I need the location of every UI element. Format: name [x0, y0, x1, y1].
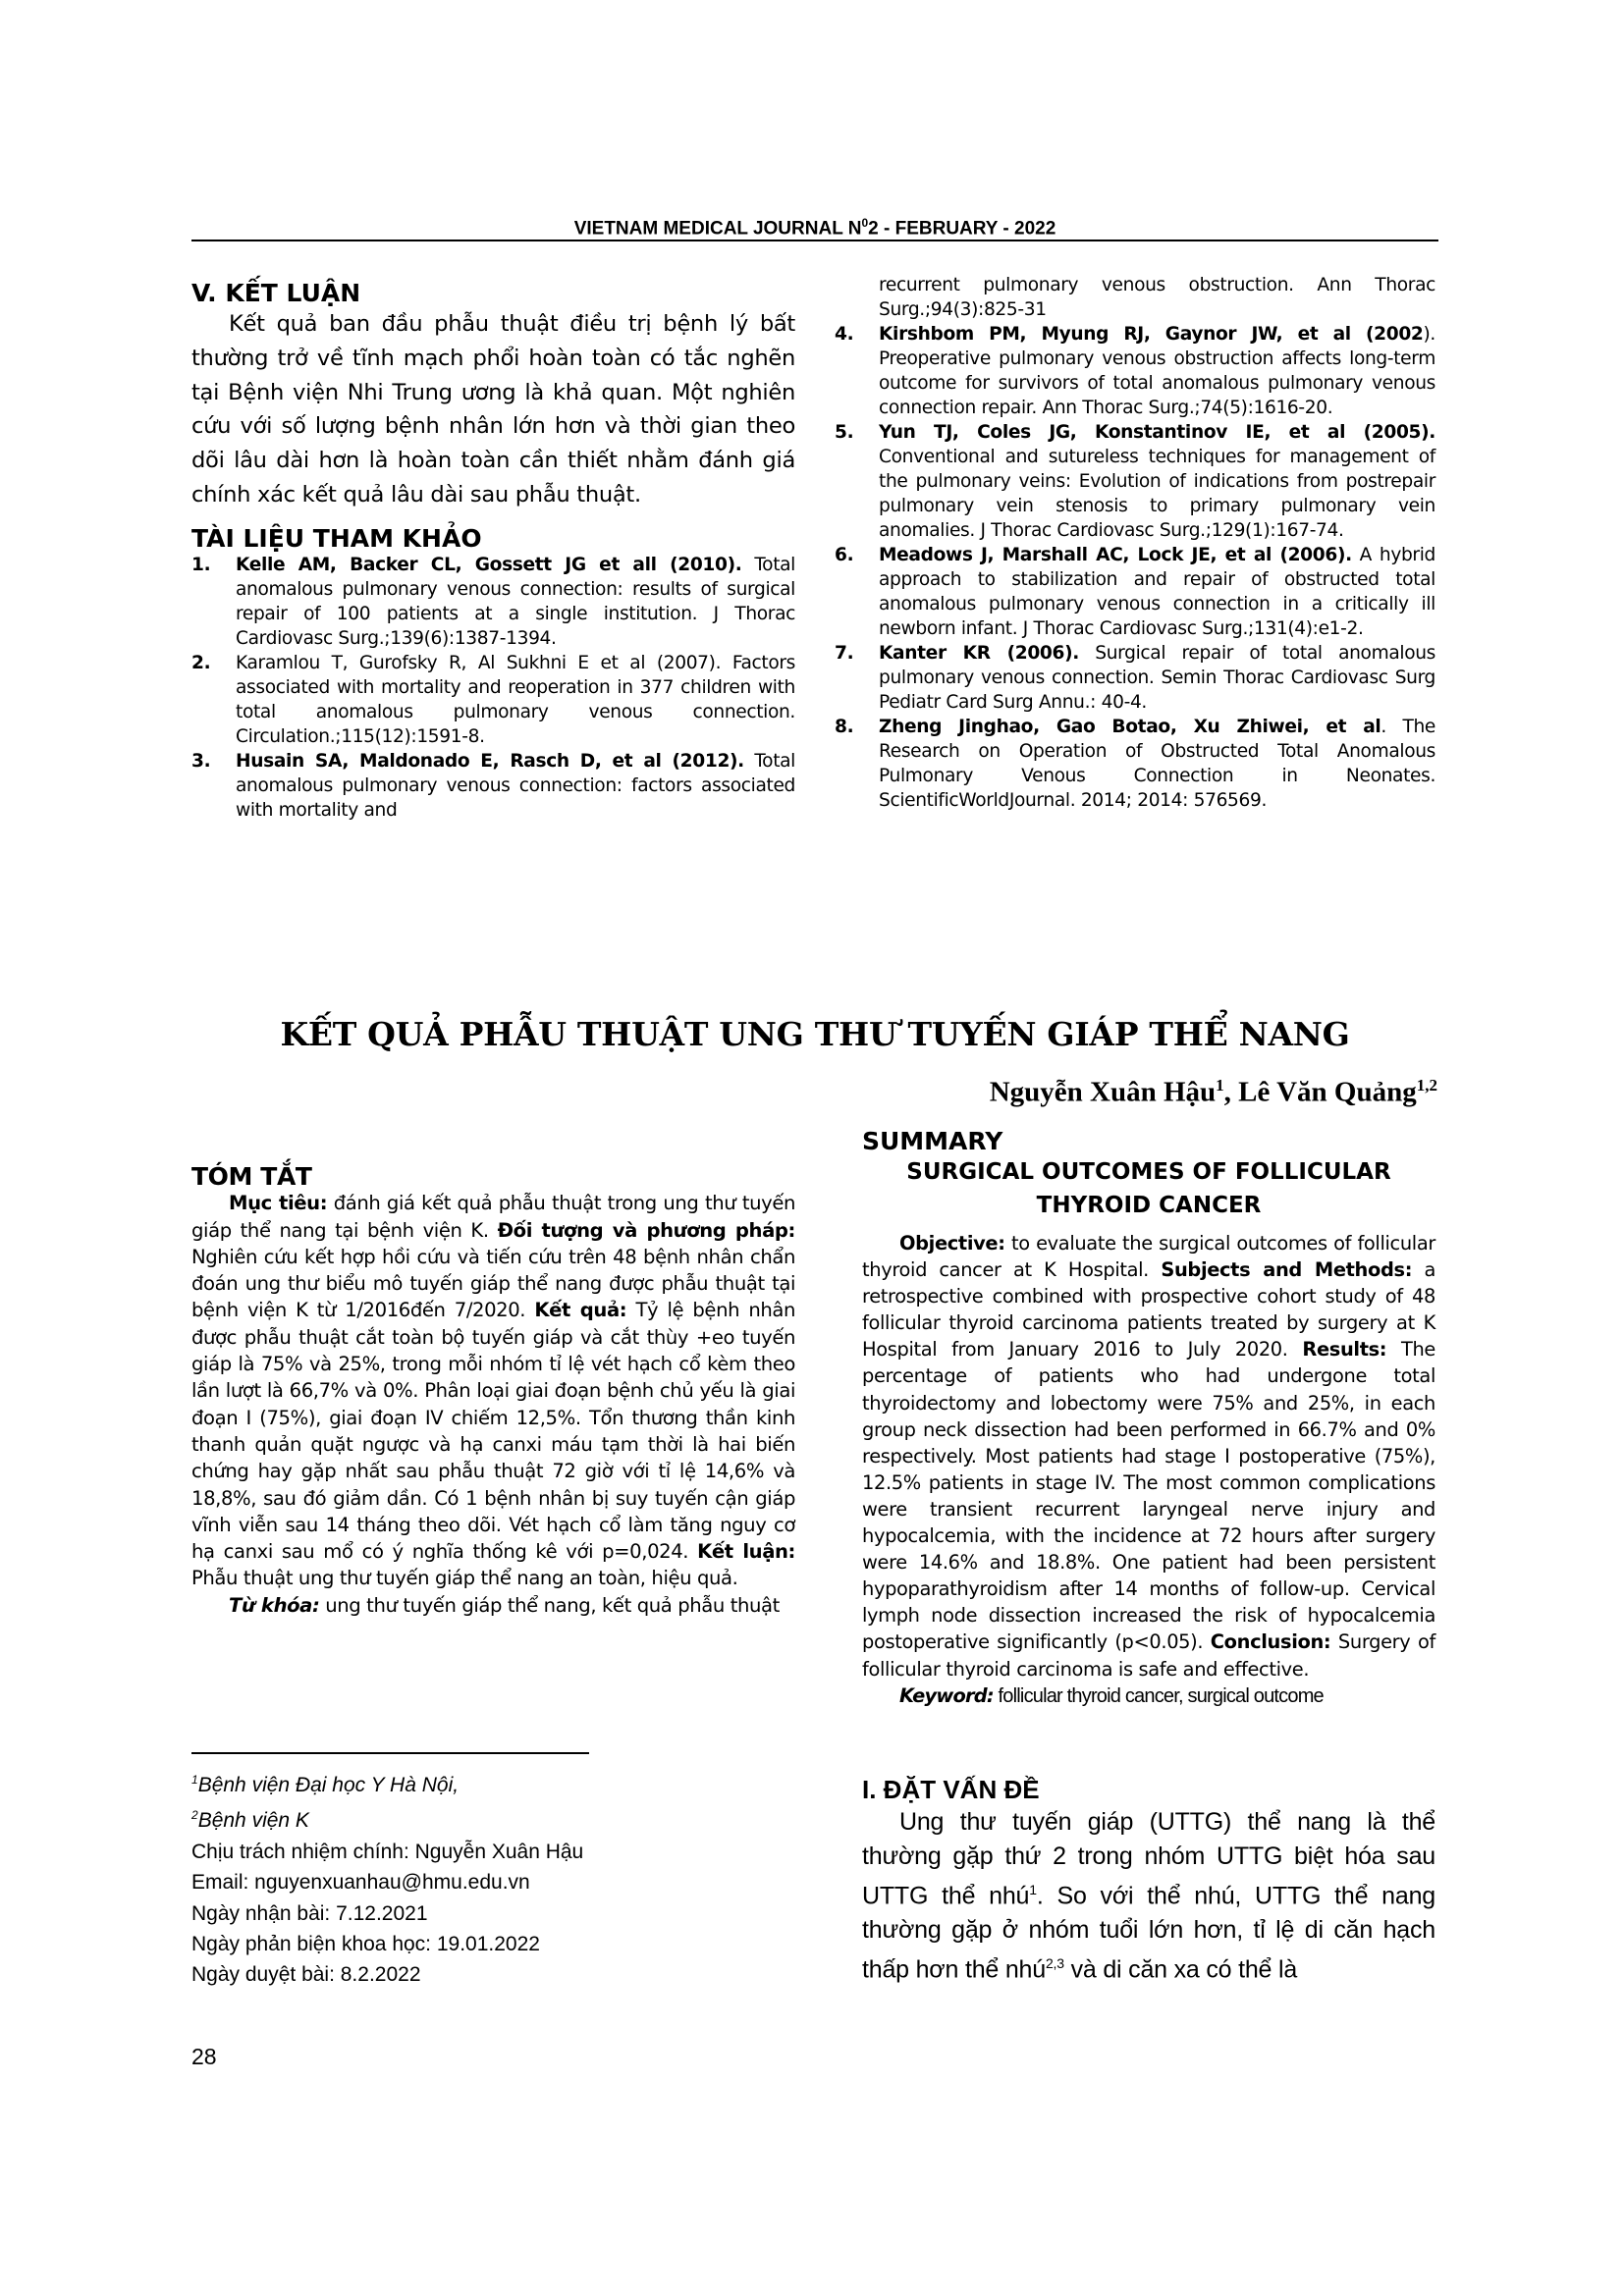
reference-number: 8.	[835, 717, 854, 737]
affiliation-sup: 1	[191, 1773, 198, 1787]
reference-authors: Kanter KR (2006).	[879, 643, 1079, 664]
reference-list-right	[835, 322, 1435, 813]
reference-item	[835, 641, 1435, 715]
reference-continuation	[835, 273, 1435, 322]
affiliation-text: Bệnh viện Đại học Y Hà Nội,	[197, 1774, 460, 1796]
reference-item	[835, 715, 1435, 813]
reference-number: 4.	[835, 324, 854, 345]
reference-text: . The Research on Operation of Obstructed Total Anomalous Pulmonary Venous Connection in Neonates. ScientificWorldJournal. 2014; 2014: 576569.	[879, 717, 1435, 811]
journal-name: VIETNAM MEDICAL JOURNAL N	[573, 218, 862, 240]
page-number: 28	[191, 2044, 217, 2069]
reference-text: ). Preoperative pulmonary venous obstruction affects long-term outcome for survivors of total anomalous pulmonary venous connection repair. Ann Thorac Surg.;74(5):1616-20.	[879, 324, 1435, 418]
reference-authors: Meadows J, Marshall AC, Lock JE, et al (2006).	[879, 545, 1352, 565]
article-authors	[990, 1076, 1437, 1109]
abstract-vi-keywords	[191, 1592, 795, 1619]
abstract-english	[862, 1230, 1435, 1710]
section-label: Subjects and Methods:	[1161, 1258, 1413, 1282]
reference-item	[835, 420, 1435, 543]
reference-item	[835, 543, 1435, 641]
keywords-label: Từ khóa:	[229, 1593, 320, 1617]
reference-text: Surgical repair of total anomalous pulmonary venous connection. Semin Thorac Cardiovasc Surg Pediatr Card Surg Annu.: 40-4.	[879, 643, 1435, 713]
reference-text: Total anomalous pulmonary venous connection: factors associated with mortality and	[236, 750, 795, 821]
reference-text: Karamlou T, Gurofsky R, Al Sukhni E et al (2007). Factors associated with mortality and reoperation in 377 children with total anomalous pulmonary venous connection. Circulation.;115(12):1591-8.	[236, 652, 795, 747]
author-name: Nguyễn Xuân Hậu	[989, 1076, 1217, 1108]
reference-text: recurrent pulmonary venous obstruction. Ann Thorac Surg.;94(3):825-31	[879, 275, 1435, 320]
section-label: Results:	[1302, 1338, 1387, 1362]
reference-list-left	[191, 553, 795, 823]
body-text: Ung thư tuyến giáp (UTTG) thể nang là thể thường gặp thứ 2 trong nhóm UTTG biệt hóa sau UTTG thể nhú	[862, 1808, 1435, 1910]
footnote-line: Chịu trách nhiệm chính: Nguyễn Xuân Hậu	[191, 1840, 584, 1863]
abstract-en-body	[862, 1230, 1435, 1682]
reference-number: 3.	[191, 750, 211, 772]
footnote-rule	[191, 1752, 589, 1754]
body-text: Nghiên cứu kết hợp hồi cứu và tiến cứu trên 48 bệnh nhân chẩn đoán ung thư biểu mô tuyến giáp thể nang được phẫu thuật tại bệnh viện K từ 1/2016đến 7/2020.	[191, 1245, 795, 1322]
header-rule	[191, 240, 1438, 241]
reference-number: 5.	[835, 422, 854, 443]
citation-sup: 1	[1029, 1882, 1037, 1897]
summary-title: SURGICAL OUTCOMES OF FOLLICULAR THYROID CANCER	[906, 1159, 1391, 1218]
abstract-vi-heading: TÓM TẮT	[191, 1162, 312, 1191]
author-affiliation-sup: 1	[1216, 1076, 1224, 1095]
section-label: Kết quả:	[534, 1299, 627, 1322]
conclusion-paragraph: Kết quả ban đầu phẫu thuật điều trị bệnh lý bất thường trở về tĩnh mạch phổi hoàn toàn có tắc nghẽn tại Bệnh viện Nhi Trung ương là khả quan. Một nghiên cứu với số lượng bệnh nhân lớn hơn và thời gian theo dõi lâu dài hơn là hoàn toàn cần thiết nhằm đánh giá chính xác kết quả lâu dài sau phẫu thuật.	[191, 311, 795, 507]
body-text: Tỷ lệ bệnh nhân được phẫu thuật cắt toàn bộ tuyến giáp và cắt thùy +eo tuyến giáp là 75% và 25%, trong mỗi nhóm tỉ lệ vét hạch cổ kèm theo lần lượt là 66,7% và 0%. Phân loại giai đoạn bệnh chủ yếu là giai đoạn I (75%), giai đoạn IV chiếm 12,5%. Tổn thương thần kinh thanh quản quặt ngược và hạ canxi máu tạm thời là hai biến chứng hay gặp nhất sau phẫu thuật 72 giờ với tỉ lệ 14,6% và 18,8%, sau đó giảm dần. Có 1 bệnh nhân bị suy tuyến cận giáp vĩnh viễn sau 14 tháng theo dõi. Vét hạch cổ làm tăng nguy cơ hạ canxi sau mổ có ý nghĩa thống kê với p=0,024.	[191, 1299, 795, 1564]
footnote-line: Email: nguyenxuanhau@hmu.edu.vn	[191, 1871, 530, 1895]
footnotes	[191, 1765, 583, 1991]
body-text: a retrospective combined with prospective cohort study of 48 follicular thyroid carcinoma patients treated by surgery at K Hospital from January 2016 to July 2020.	[862, 1258, 1435, 1362]
abstract-vi-body	[191, 1190, 795, 1591]
abstract-en-keywords	[862, 1682, 1435, 1710]
section-label: Đối tượng và phương pháp:	[497, 1218, 795, 1242]
reference-item	[191, 553, 795, 651]
section-label: Objective:	[899, 1232, 1005, 1255]
reference-authors: Yun TJ, Coles JG, Konstantinov IE, et al (2005).	[879, 422, 1435, 443]
reference-authors: Kelle AM, Backer CL, Gossett JG et all (2010).	[236, 554, 742, 575]
body-text: Surgery of follicular thyroid carcinoma is safe and effective.	[862, 1630, 1435, 1681]
reference-text: Conventional and sutureless techniques for management of the pulmonary veins: Evolution of indications from postrepair pulmonary vein stenosis to primary pulmonary vein anomalies. J Thorac Cardiovasc Surg.;129(1):167-74.	[879, 447, 1435, 541]
footnote-line: Ngày phản biện khoa học: 19.01.2022	[191, 1933, 540, 1956]
conclusion-section	[191, 279, 795, 823]
reference-authors: Zheng Jinghao, Gao Botao, Xu Zhiwei, et al	[879, 717, 1381, 737]
abstract-vietnamese	[191, 1163, 795, 1619]
affiliation-line	[191, 1765, 583, 1800]
section-label: Kết luận:	[697, 1540, 795, 1564]
body-text: to evaluate the surgical outcomes of follicular thyroid cancer at K Hospital.	[862, 1232, 1435, 1282]
keywords-label: Keyword:	[899, 1683, 994, 1707]
citation-sup: 2,3	[1045, 1955, 1064, 1972]
summary-heading: SUMMARY	[862, 1127, 1003, 1155]
article-title: KẾT QUẢ PHẪU THUẬT UNG THƯ TUYẾN GIÁP THỂ NANG	[280, 1015, 1350, 1053]
author-name: Lê Văn Quảng	[1238, 1076, 1417, 1108]
keywords-text: follicular thyroid cancer, surgical outcome	[993, 1684, 1324, 1707]
reference-number: 1.	[191, 554, 211, 575]
references-heading: TÀI LIỆU THAM KHẢO	[191, 523, 482, 553]
introduction-paragraph	[862, 1805, 1435, 1987]
running-header	[191, 216, 1438, 240]
reference-item	[191, 651, 795, 749]
reference-text: Total anomalous pulmonary venous connection: results of surgical repair of 100 patients at a single institution. J Thorac Cardiovasc Surg.;139(6):1387-1394.	[236, 554, 795, 649]
footnote-line: Ngày nhận bài: 7.12.2021	[191, 1901, 428, 1925]
body-text: Phẫu thuật ung thư tuyến giáp thể nang an toàn, hiệu quả.	[191, 1567, 738, 1590]
introduction-section	[862, 1775, 1435, 1987]
reference-text: A hybrid approach to stabilization and repair of obstructed total anomalous pulmonary venous connection in a critically ill newborn infant. J Thorac Cardiovasc Surg.;131(4):e1-2.	[879, 545, 1435, 639]
reference-number: 6.	[835, 545, 854, 565]
reference-number: 2.	[191, 652, 211, 673]
conclusion-heading: V. KẾT LUẬN	[191, 279, 361, 307]
affiliation-sup: 2	[191, 1808, 198, 1823]
section-label: Mục tiêu:	[229, 1192, 328, 1215]
abstract-en-header	[862, 1127, 1435, 1222]
reference-item	[835, 322, 1435, 420]
body-text: . So với thể nhú, UTTG thể nang thường gặp ở nhóm tuổi lớn hơn, tỉ lệ di căn hạch thấp hơn thể nhú	[862, 1882, 1435, 1984]
footnote-line: Ngày duyệt bài: 8.2.2022	[191, 1963, 421, 1987]
reference-authors: Kirshbom PM, Myung RJ, Gaynor JW, et al (2002	[879, 324, 1424, 345]
reference-item	[191, 749, 795, 823]
affiliation-line	[191, 1800, 583, 1836]
reference-authors: Husain SA, Maldonado E, Rasch D, et al (2012).	[236, 750, 744, 772]
author-affiliation-sup: 1,2	[1416, 1076, 1437, 1095]
body-text: The percentage of patients who had undergone total thyroidectomy and lobectomy were 75% and 25%, in each group neck dissection had been performed in 66.7% and 0% respectively. Most patients had stage I postoperative (75%), 12.5% patients in stage IV. The most common complications were transient recurrent laryngeal nerve injury and hypocalcemia, with the incidence at 72 hours after surgery were 14.6% and 18.8%. One patient had been persistent hypoparathyroidism after 14 months of follow-up. Cervical lymph node dissection increased the risk of hypocalcemia postoperative significantly (p<0.05).	[862, 1338, 1435, 1654]
reference-number: 7.	[835, 643, 854, 664]
author-separator: ,	[1223, 1076, 1239, 1108]
section-label: Conclusion:	[1210, 1630, 1331, 1654]
references-continued	[835, 273, 1435, 813]
issue-date: 2 - FEBRUARY - 2022	[868, 218, 1056, 240]
body-text: và di căn xa có thể là	[1063, 1955, 1298, 1984]
introduction-heading: I. ĐẶT VẤN ĐỀ	[862, 1775, 1040, 1804]
keywords-text: ung thư tuyến giáp thể nang, kết quả phẫu thuật	[319, 1593, 780, 1617]
affiliation-text: Bệnh viện K	[197, 1809, 309, 1833]
body-text: đánh giá kết quả phẫu thuật trong ung thư tuyến giáp thể nang tại bệnh viện K.	[191, 1192, 795, 1242]
issue-sup: 0	[861, 216, 869, 230]
